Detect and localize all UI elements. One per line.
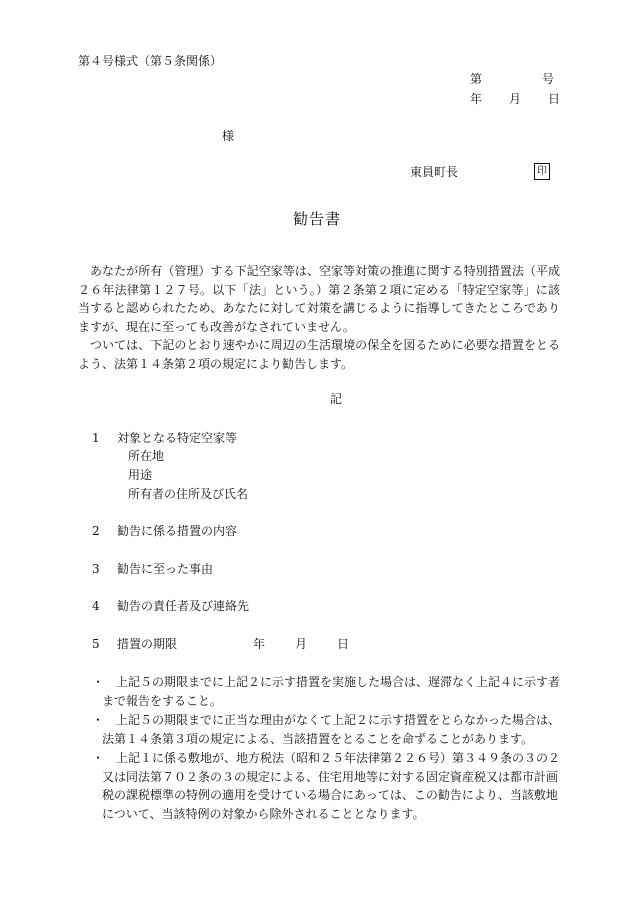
note-bullet: ・ [92, 713, 105, 727]
item-1-sub-owner: 所有者の住所及び氏名 [128, 487, 249, 501]
item-3-label: 勧告に至った事由 [117, 562, 214, 576]
note-2-text: 上記５の期限までに正当な理由がなくて上記２に示す措置をとらなかった場合は、法第１４条第３項の規定による、当該措置をとることを命ずることがあります。 [102, 713, 561, 746]
document-number-line: 第 号 [470, 72, 555, 86]
item-4-number: 4 [92, 599, 100, 613]
note-2 [92, 711, 560, 748]
addressee-suffix: 様 [222, 129, 235, 143]
note-1 [92, 673, 560, 710]
item-3-number: 3 [92, 562, 100, 576]
item-1-sub-location: 所在地 [128, 449, 165, 463]
ki-heading: 記 [330, 392, 343, 406]
item-1-sub-usage: 用途 [128, 468, 153, 482]
item-5-number: 5 [92, 637, 100, 651]
page-title: 勧告書 [293, 210, 342, 228]
date-line: 年 月 日 [470, 92, 562, 106]
item-2-label: 勧告に係る措置の内容 [117, 524, 238, 538]
item-2-number: 2 [92, 524, 100, 538]
item-5-label: 措置の期限 [117, 637, 178, 651]
note-1-text: 上記５の期限までに上記２に示す措置を実施した場合は、遅滞なく上記４に示す者まで報告をすること。 [102, 675, 561, 708]
note-bullet: ・ [92, 751, 105, 765]
note-bullet: ・ [92, 675, 105, 689]
note-3 [92, 749, 560, 823]
item-4-label: 勧告の責任者及び連絡先 [117, 599, 250, 613]
item-1-number: 1 [92, 431, 100, 445]
seal-mark: 印 [534, 163, 550, 180]
form-number-label: 第４号様式（第５条関係） [78, 54, 223, 68]
item-1-label: 対象となる特定空家等 [117, 431, 238, 445]
item-5-deadline-date: 年 月 日 [253, 637, 352, 651]
issuer-name: 東員町長 [410, 165, 459, 179]
body-paragraph-1: あなたが所有（管理）する下記空家等は、空家等対策の推進に関する特別措置法（平成２６年法律第１２７号。以下「法」という。）第２条第２項に定める「特定空家等」に該当すると認められたため、あなたに対して対策を講じるように指導してきたところでありますが、現在に至っても改善がなされていません。 [78, 264, 560, 334]
note-3-text: 上記１に係る敷地が、地方税法（昭和２５年法律第２２６号）第３４９条の３の２又は同法第７０２条の３の規定による、住宅用地等に対する固定資産税又は都市計画税の課税標準の特例の適用を受けている場合にあっては、この勧告により、当該敷地について、当該特例の対象から除外されることとなります。 [102, 751, 561, 821]
body-paragraph-2: ついては、下記のとおり速やかに周辺の生活環境の保全を図るために必要な措置をとるよう、法第１４条第２項の規定により勧告します。 [78, 338, 560, 371]
